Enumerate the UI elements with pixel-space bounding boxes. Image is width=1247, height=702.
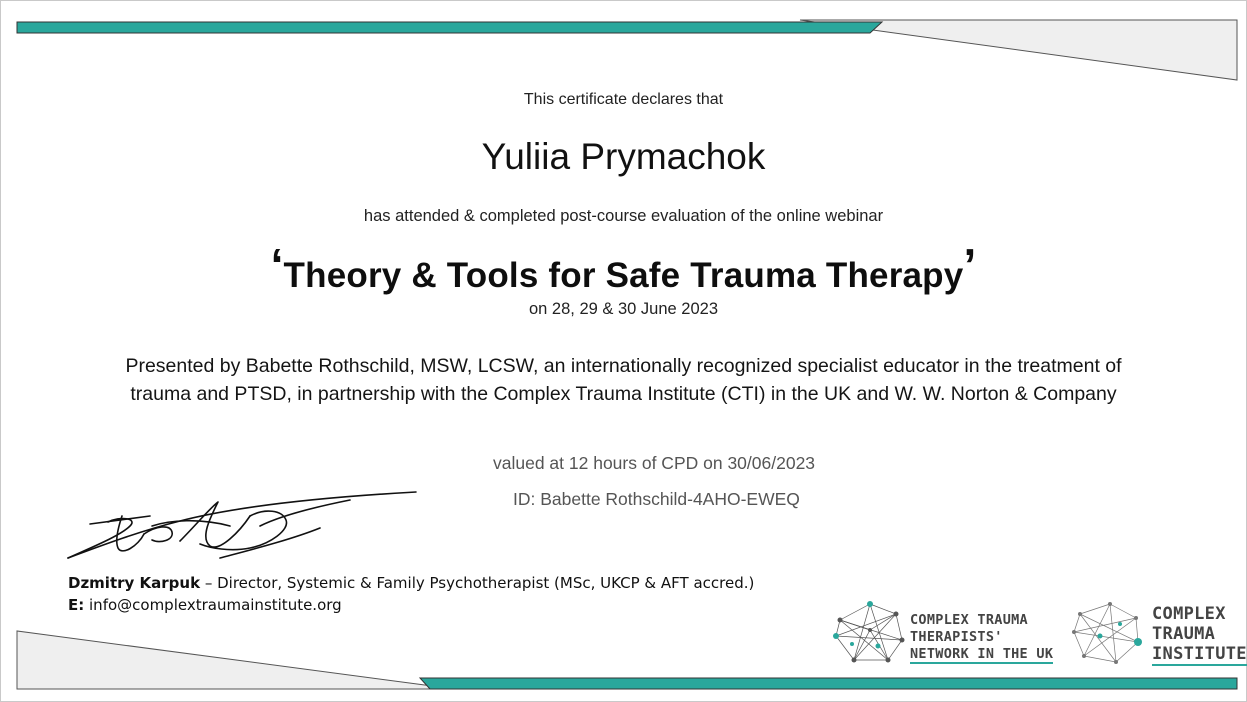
institute-line-3: INSTITUTE: [1152, 644, 1247, 664]
ctt-network-name: [910, 612, 1053, 663]
close-quote: ’: [963, 239, 977, 291]
certificate-id: ID: Babette Rothschild-4AHO-EWEQ: [513, 489, 800, 509]
signer-name: Dzmitry Karpuk: [68, 574, 201, 592]
presenter-description: [0, 352, 1247, 408]
bottom-accent-bar: [420, 678, 1237, 689]
signer-email[interactable]: info@complextraumainstitute.org: [84, 596, 342, 614]
network-line-3: NETWORK IN THE UK: [910, 646, 1054, 662]
cti-logo: [1070, 600, 1144, 666]
institute-graph-icon: [1070, 600, 1144, 666]
certificate-intro: This certificate declares that: [523, 91, 724, 108]
course-title: Theory & Tools for Safe Trauma Therapy: [283, 256, 964, 295]
presenter-line-2: trauma and PTSD, in partnership with the Complex Trauma Institute (CTI) in the UK and W. W. Norton & Company: [130, 383, 1117, 405]
open-quote: ‘: [270, 239, 284, 291]
top-accent-bar: [17, 22, 882, 33]
institute-line-2: TRAUMA: [1152, 624, 1216, 644]
presenter-line-1: Presented by Babette Rothschild, MSW, LCSW, an internationally recognized specialist educator in the treatment of: [125, 355, 1122, 377]
bottom-gray-panel: [17, 631, 455, 689]
signer-email-line: [68, 594, 754, 616]
network-line-1: COMPLEX TRAUMA: [910, 612, 1028, 628]
signer-role: – Director, Systemic & Family Psychotherapist (MSc, UKCP & AFT accred.): [200, 574, 755, 592]
signature-image: [60, 486, 430, 566]
ctt-network-logo: [832, 600, 906, 666]
network-graph-icon: [832, 600, 906, 666]
institute-line-1: COMPLEX: [1152, 604, 1226, 624]
email-label: E:: [68, 596, 85, 614]
cti-name: [1152, 604, 1247, 664]
network-line-2: THERAPISTS': [910, 629, 1003, 645]
cpd-value: valued at 12 hours of CPD on 30/06/2023: [493, 453, 816, 473]
recipient-name: Yuliia Prymachok: [481, 136, 766, 177]
signer-line: [68, 572, 754, 594]
signer-block: [68, 572, 754, 616]
attended-text: has attended & completed post-course evaluation of the online webinar: [363, 207, 884, 225]
course-title-line: [0, 238, 1247, 296]
course-dates: on 28, 29 & 30 June 2023: [529, 300, 718, 318]
